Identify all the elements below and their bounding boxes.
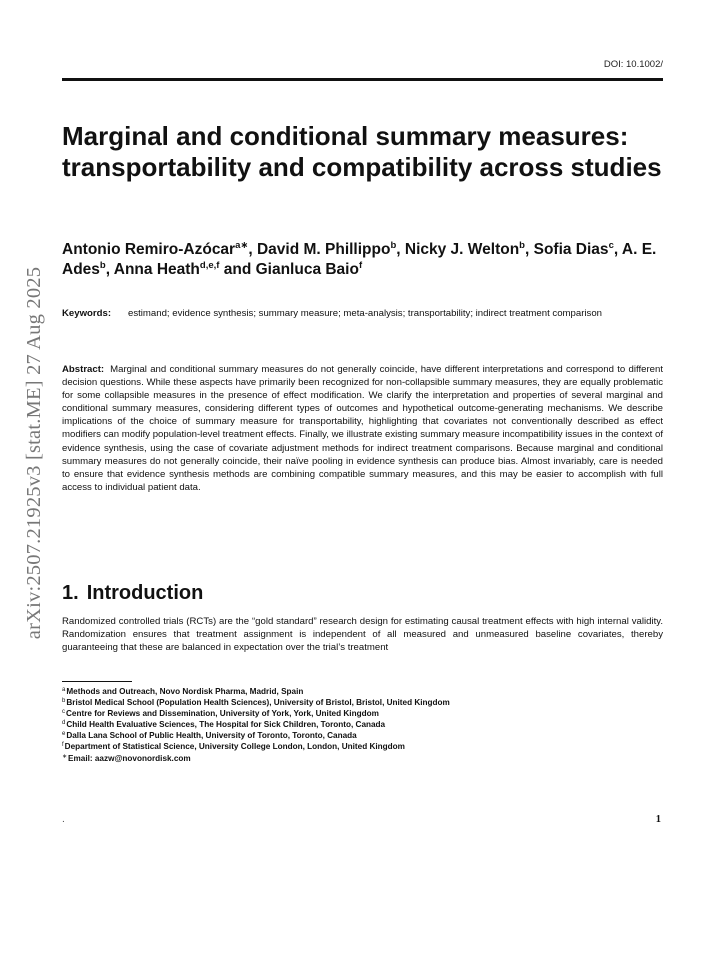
footnote-item <box>62 708 663 719</box>
author-affiliation-mark: b <box>390 240 397 251</box>
author-name: Antonio Remiro-Azócar <box>62 241 236 258</box>
doi-header: DOI: 10.1002/ <box>603 59 663 70</box>
author-name: Gianluca Baio <box>255 261 359 278</box>
page-number: 1 <box>655 814 661 825</box>
author-affiliation-mark: b <box>519 240 525 251</box>
author-affiliation-mark: c <box>608 240 614 251</box>
footnote-mark: a <box>62 687 66 693</box>
footnote-text: Methods and Outreach, Novo Nordisk Pharma, Madrid, Spain <box>66 687 304 696</box>
footnote-mark: c <box>62 709 65 716</box>
footnote-mark: d <box>62 720 66 727</box>
footnote-text: Department of Statistical Science, University College London, London, United Kingdom <box>64 742 405 752</box>
abstract-block <box>62 363 663 494</box>
author-affiliation-mark: d,e,f <box>199 260 220 271</box>
section-title: Introduction <box>86 582 204 604</box>
section-number: 1. <box>62 582 79 604</box>
footnote-mark: e <box>62 731 66 738</box>
author-separator: , <box>396 241 405 258</box>
footnote-text: Dalla Lana School of Public Health, University of Toronto, Toronto, Canada <box>66 731 357 741</box>
abstract-text: Marginal and conditional summary measures do not generally coincide, have different interpretations and correspond to different decision questions. While these aspects have primarily been recognized for non-collapsible summary measures, they are equally problematic for some collapsible measures in the presence of effect modification. We clarify the interpretation and properties of several marginal and conditional summary measures, considering different types of outcomes and hypothetical outcome-generating mechanisms. We describe implications of the choice of summary measure for transportability, highlighting that covariates not conventionally described as effect modifiers can modify population-level treatment effects. Finally, we illustrate existing summary measure incompatibility issues in the context of evidence synthesis, using the case of covariate adjustment methods for indirect treatment comparisons. Because marginal and conditional summary measures do not generally coincide, their naïve pooling in evidence synthesis can produce bias. Almost invariably, care is needed to ensure that evidence synthesis methods are combining compatible summary measures, and this may be easier to accomplish with full access to individual patient data. <box>62 364 663 493</box>
author-separator: and <box>219 261 256 278</box>
footnote-item <box>62 686 663 697</box>
footnote-text: Email: aazw@novonordisk.com <box>68 753 191 763</box>
author-separator: , <box>105 261 114 278</box>
footnote-mark: ∗ <box>62 753 68 760</box>
author-separator: , <box>524 241 534 258</box>
footnote-item <box>62 741 663 752</box>
footnote-item <box>62 697 663 708</box>
footnote-mark: b <box>62 698 66 705</box>
affiliation-footnotes <box>62 686 663 764</box>
footnote-item <box>62 730 663 741</box>
author-affiliation-mark: b <box>99 260 106 271</box>
keywords-text: estimand; evidence synthesis; summary measure; meta-analysis; transportability; indirect treatment comparison <box>128 308 603 319</box>
keywords-label: Keywords: <box>62 308 112 319</box>
author-name: Nicky J. Welton <box>404 241 520 258</box>
footnote-item <box>62 753 663 764</box>
keywords-block <box>62 307 622 321</box>
author-separator: , <box>613 241 622 258</box>
author-name: Sofia Dias <box>533 241 609 258</box>
arxiv-side-stamp: arXiv:2507.21925v3 [stat.ME] 27 Aug 2025 <box>23 266 45 640</box>
paper-title: Marginal and conditional summary measures: transportability and compatibility across studies <box>62 121 662 182</box>
section-heading <box>62 582 203 605</box>
footnote-rule <box>62 681 132 682</box>
footer-mark: . <box>62 814 65 825</box>
footnote-mark: f <box>62 742 64 749</box>
footnote-text: Bristol Medical School (Population Health Sciences), University of Bristol, Bristol, United Kingdom <box>66 698 450 708</box>
author-affiliation-mark: f <box>358 260 363 271</box>
footnote-item <box>62 719 663 730</box>
footnote-text: Centre for Reviews and Dissemination, University of York, York, United Kingdom <box>66 709 379 719</box>
intro-paragraph: Randomized controlled trials (RCTs) are the “gold standard” research design for estimating causal treatment effects with high internal validity. Randomization ensures that treatment assignment is independent of all measured and unmeasured baseline covariates, thereby guaranteeing that these are balanced in expectation over the trial’s treatment <box>62 616 663 654</box>
author-name: Anna Heath <box>113 261 200 278</box>
author-name: David M. Phillippo <box>256 241 391 258</box>
header-rule <box>62 78 663 81</box>
footnote-text: Child Health Evaluative Sciences, The Hospital for Sick Children, Toronto, Canada <box>66 720 386 730</box>
author-list <box>62 240 667 280</box>
abstract-label: Abstract: <box>62 364 105 375</box>
author-name: A. E. Ades <box>62 241 657 278</box>
author-separator: , <box>248 241 257 258</box>
author-affiliation-mark: a∗ <box>235 240 249 251</box>
